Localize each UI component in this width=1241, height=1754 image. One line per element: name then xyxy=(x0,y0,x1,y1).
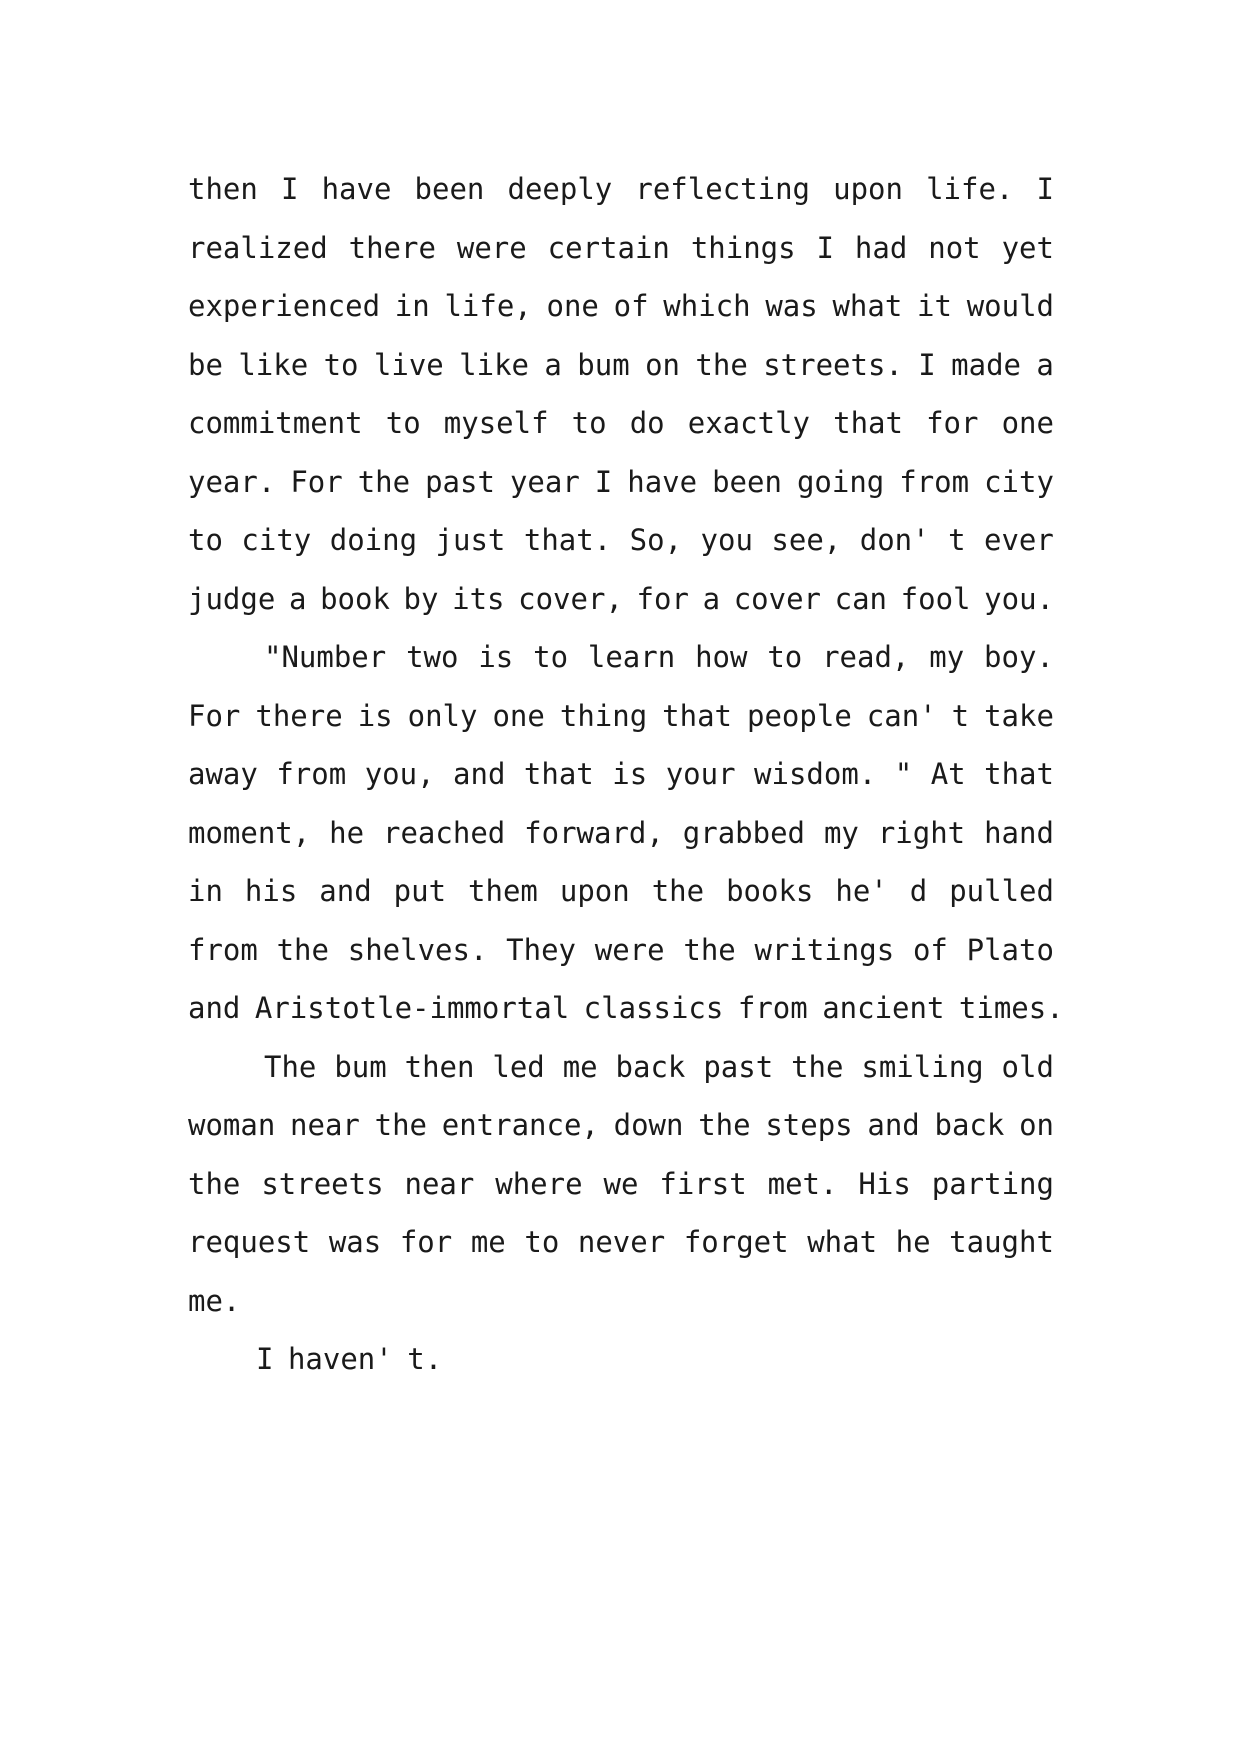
text-line: moment, he reached forward, grabbed my right hand xyxy=(188,815,1054,850)
text-line: away from you, and that is your wisdom. " At that xyxy=(188,757,1054,791)
text-line: commitment to myself to do exactly that for one xyxy=(188,406,1054,440)
text-line: me. xyxy=(188,1283,241,1318)
text-line: then I have been deeply reflecting upon life. I xyxy=(188,172,1054,206)
text-line: be like to live like a bum on the streets. I made a xyxy=(188,347,1054,382)
text-line: realized there were certain things I had not yet xyxy=(188,230,1054,265)
text-line: year. For the past year I have been going from city xyxy=(188,464,1054,499)
text-line: to city doing just that. So, you see, don' t ever xyxy=(188,523,1054,557)
text-line: request was for me to never forget what he taught xyxy=(188,1225,1054,1259)
body-text xyxy=(188,160,1064,1389)
text-line: woman near the entrance, down the steps and back on xyxy=(188,1108,1054,1142)
text-line: For there is only one thing that people can' t take xyxy=(188,698,1054,733)
text-line: from the shelves. They were the writings of Plato xyxy=(188,932,1054,967)
text-line: experienced in life, one of which was what it would xyxy=(188,289,1054,323)
text-line: the streets near where we first met. His parting xyxy=(188,1166,1054,1201)
text-line: "Number two is to learn how to read, my boy. xyxy=(264,640,1054,674)
text-line: The bum then led me back past the smiling old xyxy=(264,1049,1054,1084)
text-line: in his and put them upon the books he' d pulled xyxy=(188,874,1054,908)
text-line: judge a book by its cover, for a cover can fool you. xyxy=(188,581,1054,616)
text-line: and Aristotle-immortal classics from ancient times. xyxy=(188,991,1064,1025)
text-line: I haven' t. xyxy=(256,1342,443,1376)
